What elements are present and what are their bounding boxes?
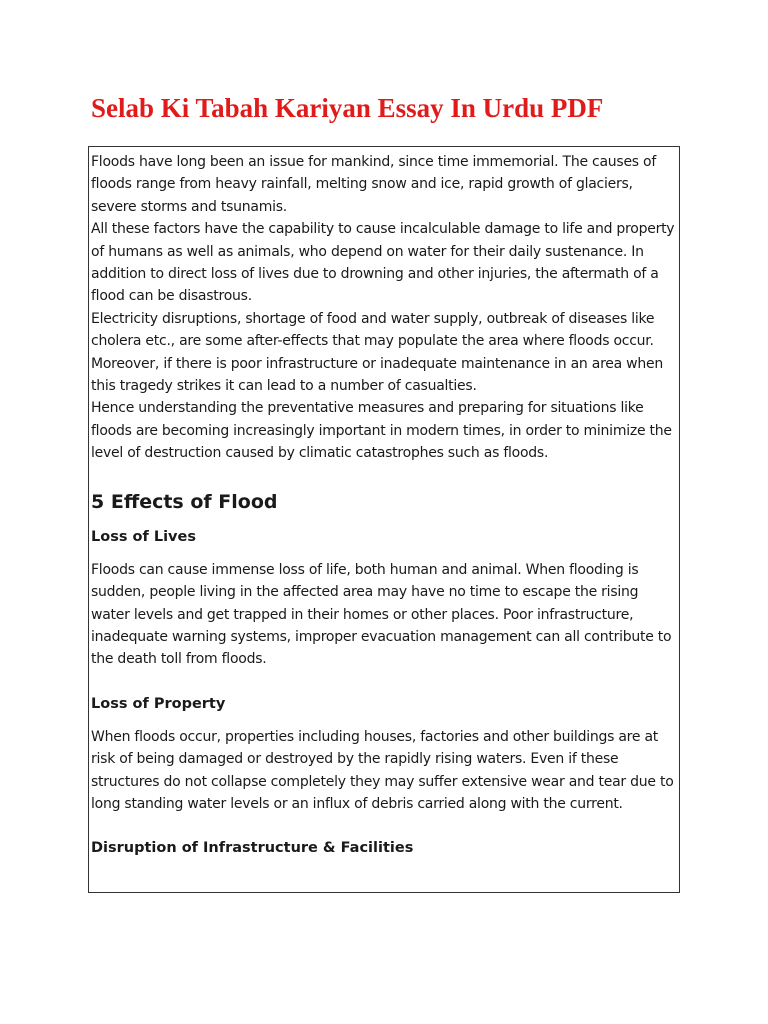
intro-paragraph: All these factors have the capability to cause incalculable damage to life and property of humans as well as animals, who depend on water for their daily sustenance. In addition to direct loss of lives due to drowning and other injuries, the aftermath of a flood can be disastrous. (91, 221, 675, 305)
subheading-loss-of-lives: Loss of Lives (91, 528, 196, 545)
subheading-loss-of-property: Loss of Property (91, 695, 226, 712)
paragraph-loss-of-lives: Floods can cause immense loss of life, both human and animal. When flooding is sudden, people living in the affected area may have no time to escape the rising water levels and get trapped in their homes or other places. Poor infrastructure, inadequate warning systems, improper evacuation management can all contribute to the death toll from floods. (91, 561, 672, 668)
intro-paragraph: Floods have long been an issue for mankind, since time immemorial. The causes of floods range from heavy rainfall, melting snow and ice, rapid growth of glaciers, severe storms and tsunamis. (91, 154, 657, 215)
intro-paragraph: Electricity disruptions, shortage of food and water supply, outbreak of diseases like cholera etc., are some after-effects that may populate the area where floods occur. Moreover, if there is poor infrastructure or inadequate maintenance in an area when this tragedy strikes it can lead to a number of casualties. (91, 310, 663, 395)
page-title: Selab Ki Tabah Kariyan Essay In Urdu PDF (91, 93, 604, 123)
paragraph-loss-of-property: When floods occur, properties including houses, factories and other buildings are at risk of being damaged or destroyed by the rapidly rising waters. Even if these structures do not collapse completely they may suffer extensive wear and tear due to long standing water levels or an influx of debris carried along with the current. (91, 728, 674, 812)
intro-paragraph: Hence understanding the preventative measures and preparing for situations like floods are becoming increasingly important in modern times, in order to minimize the level of destruction caused by climatic catastrophes such as floods. (91, 400, 672, 462)
subheading-disruption-of-infrastructure: Disruption of Infrastructure & Facilities (91, 840, 414, 857)
section-heading: 5 Effects of Flood (91, 490, 278, 513)
content-box (88, 146, 680, 893)
intro-text (91, 151, 677, 465)
